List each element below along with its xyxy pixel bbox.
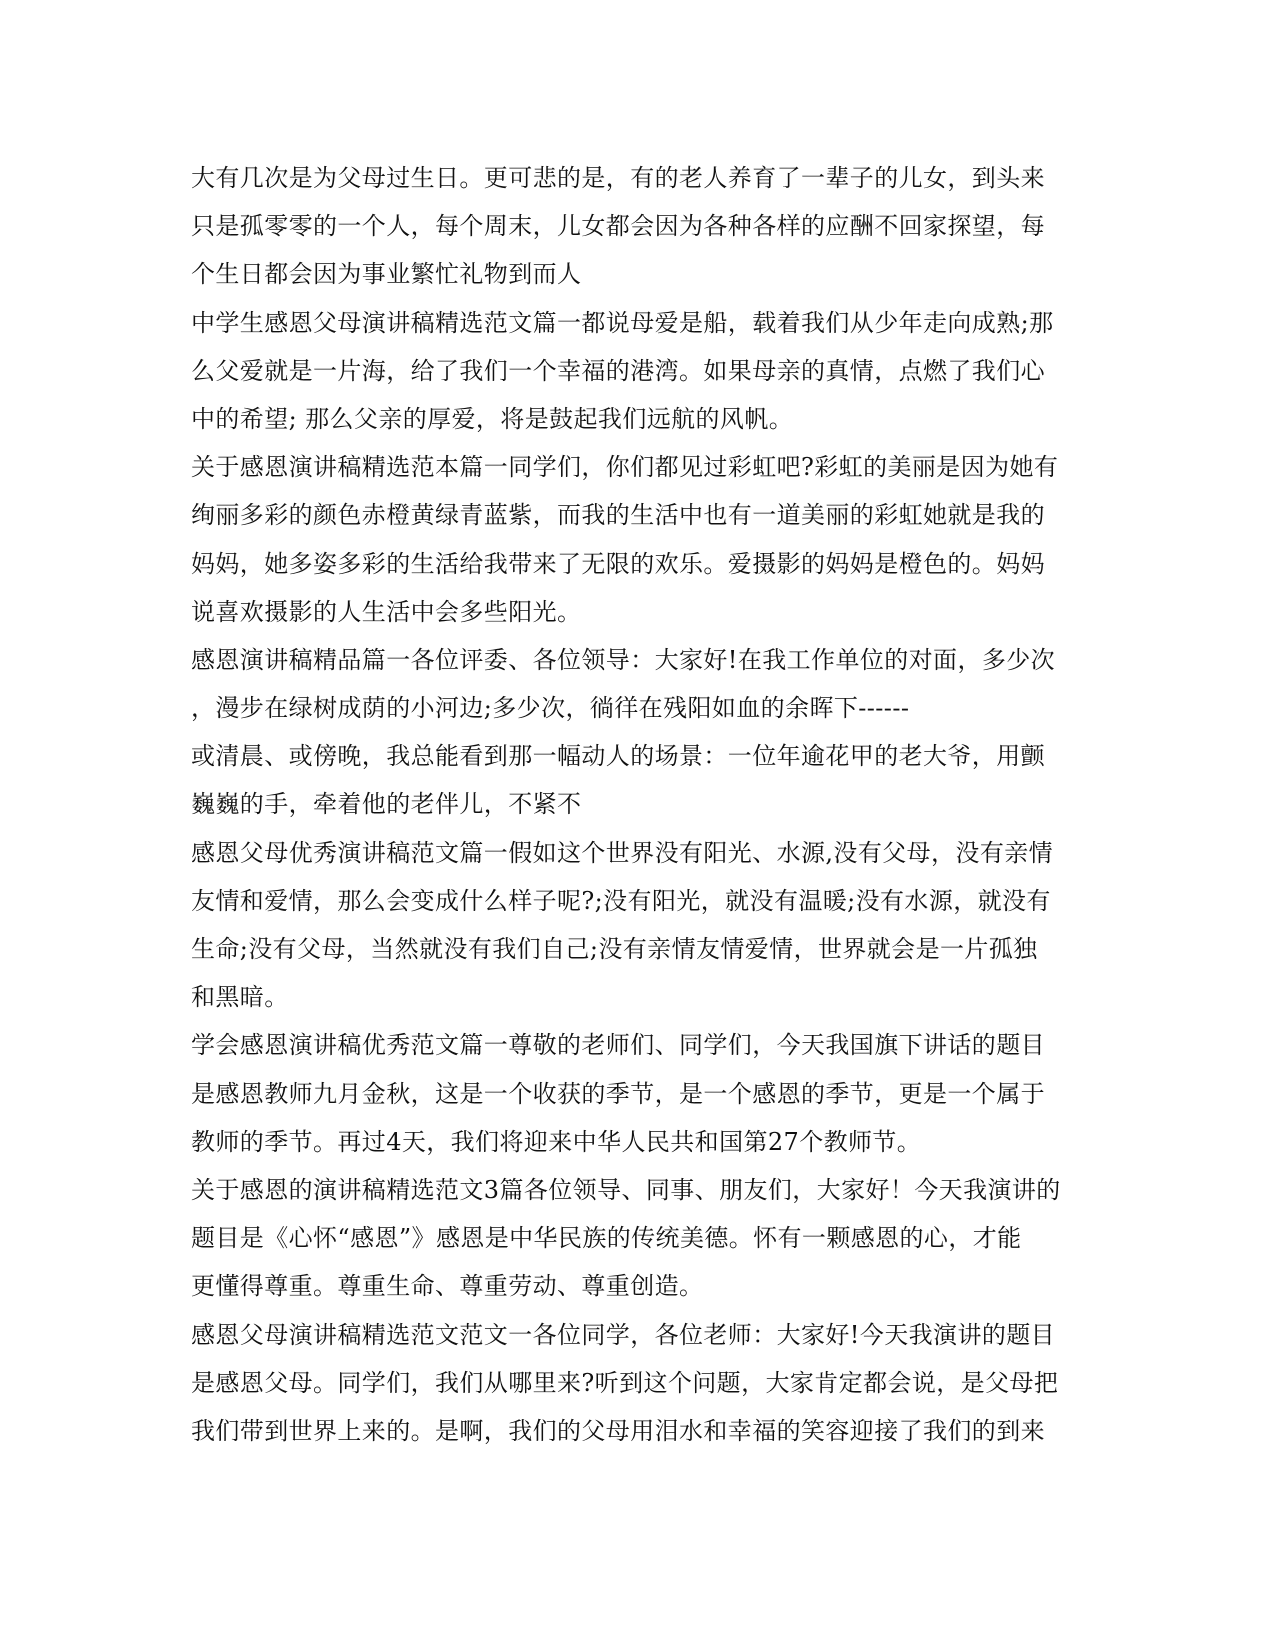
text-line: 是感恩父母。同学们，我们从哪里来?听到这个问题，大家肯定都会说，是父母把 bbox=[191, 1368, 1059, 1397]
text-line: ，漫步在绿树成荫的小河边;多少次，徜徉在残阳如血的余晖下------ bbox=[191, 694, 910, 723]
text-line: 绚丽多彩的颜色赤橙黄绿青蓝紫，而我的生活中也有一道美丽的彩虹她就是我的 bbox=[191, 501, 1045, 530]
text-line: 友情和爱情，那么会变成什么样子呢?;没有阳光，就没有温暖;没有水源，就没有 bbox=[191, 886, 1051, 915]
text-line: 只是孤零零的一个人，每个周末，儿女都会因为各种各样的应酬不回家探望，每 bbox=[191, 212, 1045, 241]
text-line: 感恩演讲稿精品篇一各位评委、各位领导：大家好!在我工作单位的对面，多少次 bbox=[191, 645, 1056, 674]
text-line: 感恩父母演讲稿精选范文范文一各位同学，各位老师：大家好!今天我演讲的题目 bbox=[191, 1320, 1056, 1349]
text-line: 大有几次是为父母过生日。更可悲的是，有的老人养育了一辈子的儿女，到头来 bbox=[191, 164, 1045, 192]
text-line: 个生日都会因为事业繁忙礼物到而人 bbox=[191, 260, 582, 289]
text-line: 中学生感恩父母演讲稿精选范文篇一都说母爱是船，载着我们从少年走向成熟;那 bbox=[191, 308, 1054, 337]
document-body bbox=[191, 154, 1071, 1455]
text-line: 我们带到世界上来的。是啊，我们的父母用泪水和幸福的笑容迎接了我们的到来 bbox=[191, 1416, 1045, 1445]
text-line: 么父爱就是一片海，给了我们一个幸福的港湾。如果母亲的真情，点燃了我们心 bbox=[191, 356, 1045, 385]
text-line: 题目是《心怀“感恩”》感恩是中华民族的传统美德。怀有一颗感恩的心，才能 bbox=[191, 1224, 1022, 1253]
text-line: 中的希望; 那么父亲的厚爱，将是鼓起我们远航的风帆。 bbox=[191, 404, 794, 433]
text-line: 是感恩教师九月金秋，这是一个收获的季节，是一个感恩的季节，更是一个属于 bbox=[191, 1079, 1045, 1108]
text-line: 和黑暗。 bbox=[191, 983, 289, 1012]
text-line: 更懂得尊重。尊重生命、尊重劳动、尊重创造。 bbox=[191, 1272, 704, 1301]
text-line: 巍巍的手，牵着他的老伴儿，不紧不 bbox=[191, 790, 582, 819]
text-line: 关于感恩的演讲稿精选范文3篇各位领导、同事、朋友们，大家好！今天我演讲的 bbox=[191, 1175, 1061, 1204]
text-line: 教师的季节。再过4天，我们将迎来中华人民共和国第27个教师节。 bbox=[191, 1127, 922, 1156]
text-line: 说喜欢摄影的人生活中会多些阳光。 bbox=[191, 597, 582, 626]
text-line: 或清晨、或傍晚，我总能看到那一幅动人的场景：一位年逾花甲的老大爷，用颤 bbox=[191, 742, 1045, 771]
text-line: 生命;没有父母，当然就没有我们自己;没有亲情友情爱情，世界就会是一片孤独 bbox=[191, 935, 1038, 963]
text-line: 学会感恩演讲稿优秀范文篇一尊敬的老师们、同学们，今天我国旗下讲话的题目 bbox=[191, 1031, 1045, 1060]
text-line: 感恩父母优秀演讲稿范文篇一假如这个世界没有阳光、水源,没有父母，没有亲情 bbox=[191, 838, 1054, 867]
text-line: 妈妈，她多姿多彩的生活给我带来了无限的欢乐。爱摄影的妈妈是橙色的。妈妈 bbox=[191, 549, 1045, 578]
text-line: 关于感恩演讲稿精选范本篇一同学们，你们都见过彩虹吧?彩虹的美丽是因为她有 bbox=[191, 453, 1059, 482]
